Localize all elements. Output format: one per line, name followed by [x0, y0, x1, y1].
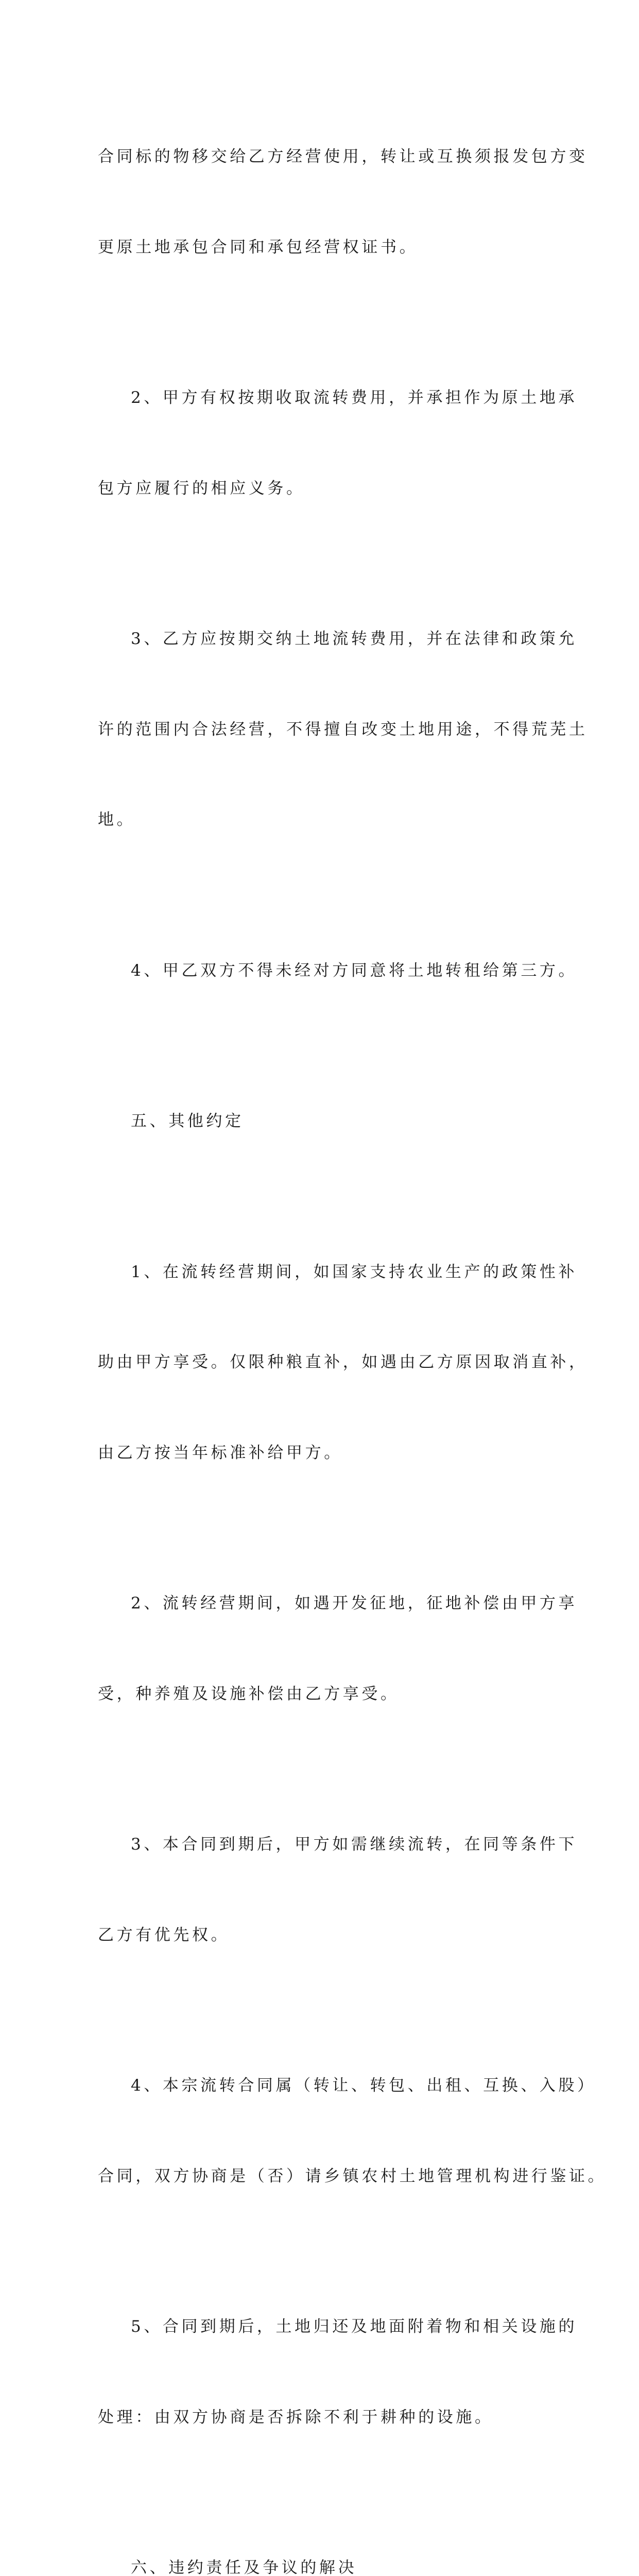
- paragraph-clause-5-4: [98, 2010, 607, 2251]
- text-line: 受，种养殖及设施补偿由乙方享受。: [98, 1684, 400, 1703]
- text-line: 合同标的物移交给乙方经营使用，转让或互换须报发包方变: [98, 147, 588, 166]
- text-line: 3、本合同到期后，甲方如需继续流转，在同等条件下: [131, 1835, 578, 1854]
- section-heading-other-agreements: [98, 1046, 551, 1197]
- text-line: 2、流转经营期间，如遇开发征地，征地补偿由甲方享: [131, 1594, 578, 1613]
- text-line: 合同，双方协商是（否）请乡镇农村土地管理机构进行鉴证。: [98, 2166, 607, 2185]
- text-line: 5、合同到期后，土地归还及地面附着物和相关设施的: [131, 2317, 578, 2336]
- text-line: 包方应履行的相应义务。: [98, 479, 305, 498]
- text-line: 更原土地承包合同和承包经营权证书。: [98, 238, 419, 257]
- text-line: 由乙方按当年标准补给甲方。: [98, 1443, 343, 1462]
- paragraph-clause-5-1: [98, 1197, 588, 1529]
- text-line: 处理：由双方协商是否拆除不利于耕种的设施。: [98, 2408, 494, 2427]
- text-line: 乙方有优先权。: [98, 1925, 230, 1944]
- paragraph-clause-4-2: [98, 323, 578, 564]
- text-line: 五、其他约定: [131, 1112, 244, 1130]
- paragraph-clause-5-2: [98, 1528, 578, 1769]
- paragraph-clause-5-5: [98, 2251, 578, 2493]
- text-line: 4、本宗流转合同属（转让、转包、出租、互换、入股）: [131, 2076, 596, 2095]
- paragraph-clause-4-4: [98, 895, 578, 1046]
- text-line: 六、违约责任及争议的解决: [131, 2558, 357, 2576]
- text-line: 1、在流转经营期间，如国家支持农业生产的政策性补: [131, 1262, 578, 1281]
- text-line: 助由甲方享受。仅限种粮直补，如遇由乙方原因取消直补，: [98, 1353, 588, 1371]
- text-line: 4、甲乙双方不得未经对方同意将土地转租给第三方。: [131, 961, 578, 980]
- text-line: 2、甲方有权按期收取流转费用，并承担作为原土地承: [131, 388, 578, 407]
- text-line: 许的范围内合法经营，不得擅自改变土地用途，不得荒芜土: [98, 720, 588, 739]
- section-heading-breach-disputes: [98, 2493, 551, 2576]
- paragraph-clause-4-3: [98, 564, 588, 895]
- paragraph-clause-5-3: [98, 1769, 578, 2010]
- paragraph-transfer-delivery: [98, 81, 588, 323]
- text-line: 3、乙方应按期交纳土地流转费用，并在法律和政策允: [131, 630, 578, 648]
- text-line: 地。: [98, 810, 136, 829]
- document-body: [98, 81, 607, 2576]
